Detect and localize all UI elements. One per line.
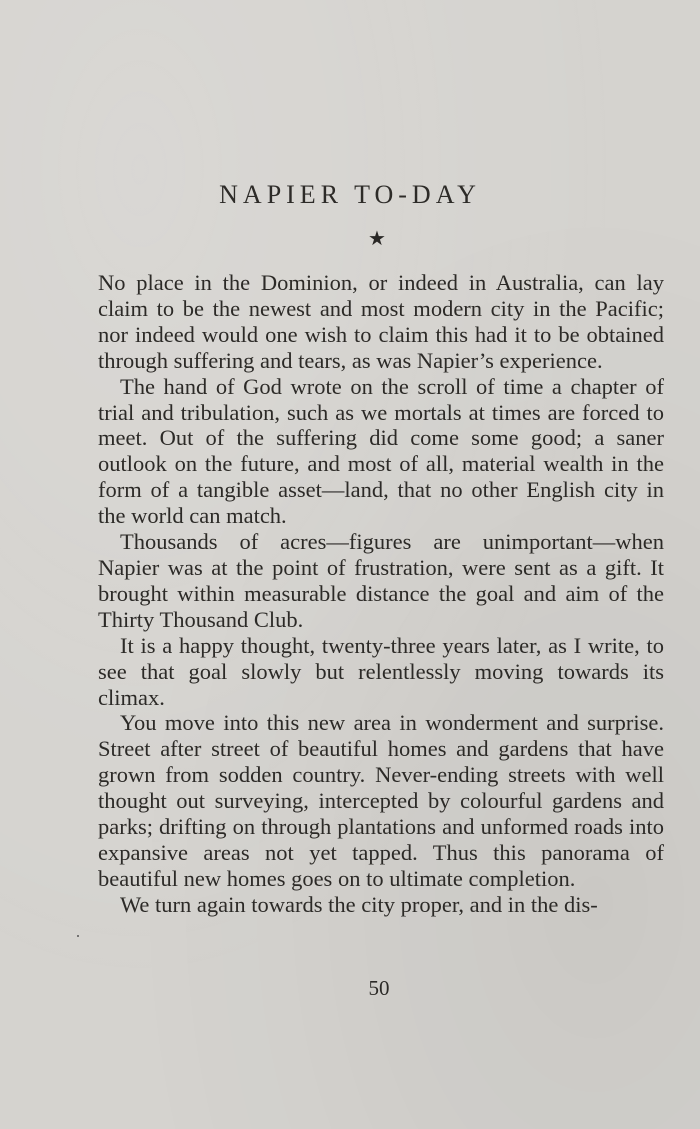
paragraph: Thousands of acres—figures are unimportant—when Napier was at the point of frustration, were sent as a gift. It brought within measurable distance the goal and aim of the Thirty Thousand Club. bbox=[98, 529, 664, 632]
paper-speck bbox=[77, 935, 79, 937]
paragraph: No place in the Dominion, or indeed in Australia, can lay claim to be the newest and most modern city in the Pacific; nor indeed would one wish to claim this had it to be obtained through suffering and tears, as was Napier’s experience. bbox=[98, 270, 664, 373]
body-text bbox=[98, 270, 664, 918]
paragraph: You move into this new area in wonderment and surprise. Street after street of beautiful homes and gardens that have grown from sodden country. Never-ending streets with well thought out surveying, intercepted by colourful gardens and parks; drifting on through plantations and unformed roads into expansive areas not yet tapped. Thus this panorama of beautiful new homes goes on to ultimate completion. bbox=[98, 710, 664, 891]
paragraph: We turn again towards the city proper, and in the dis- bbox=[120, 891, 598, 917]
chapter-title: NAPIER TO-DAY bbox=[219, 180, 481, 209]
star-ornament-icon: ★ bbox=[368, 226, 386, 250]
page-number: 50 bbox=[368, 976, 390, 1000]
paragraph: It is a happy thought, twenty-three years later, as I write, to see that goal slowly but relentlessly moving towards its climax. bbox=[98, 632, 664, 710]
paragraph: The hand of God wrote on the scroll of time a chapter of trial and tribulation, such as we mortals at times are forced to meet. Out of the suffering did come some good; a saner outlook on the future, and most of all, material wealth in the form of a tangible asset—land, that no other English city in the world can match. bbox=[98, 373, 664, 529]
